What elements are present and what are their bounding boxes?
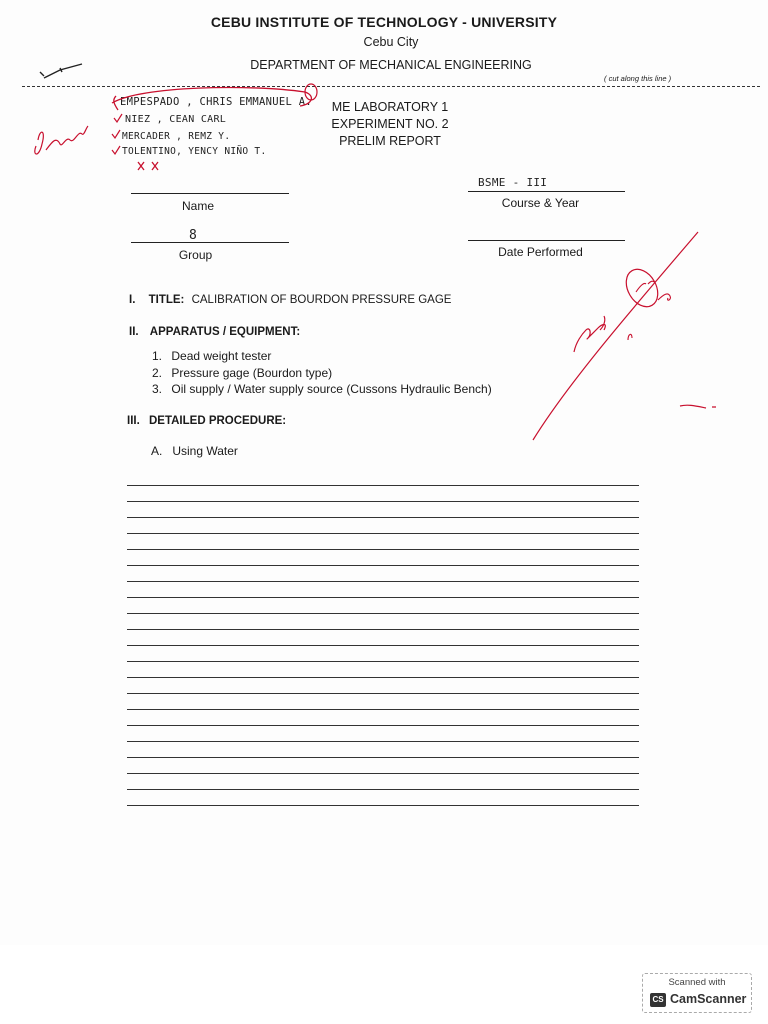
ruled-line (127, 757, 639, 758)
handwritten-name-1: EMPESPADO , CHRIS EMMANUEL A. (120, 96, 313, 108)
cut-note: ( cut along this line ) (604, 74, 672, 83)
scanned-with-text: Scanned with (668, 977, 726, 988)
ruled-line (127, 693, 639, 694)
ruled-line (127, 709, 639, 710)
name-label: Name (181, 199, 214, 213)
name-line (131, 193, 289, 194)
section-apparatus-number: II. (129, 326, 139, 338)
camscanner-name: CamScanner (670, 992, 747, 1006)
apparatus-item-number: 1. (152, 349, 163, 363)
apparatus-item-number: 2. (152, 366, 163, 380)
group-label: Group (178, 248, 213, 262)
apparatus-item-text: Dead weight tester (171, 349, 272, 363)
section-procedure-number: III. (127, 415, 140, 427)
report-type: PRELIM REPORT (339, 134, 441, 148)
ruled-line (127, 549, 639, 550)
ruled-line (127, 597, 639, 598)
section-title-label: TITLE: (148, 294, 185, 306)
ruled-line (127, 661, 639, 662)
date-line (468, 240, 625, 241)
handwritten-name-3: MERCADER , REMZ Y. (122, 131, 231, 142)
course-line (468, 191, 625, 192)
ruled-line (127, 501, 639, 502)
handwritten-course-year: BSME - III (478, 176, 548, 189)
section-title-number: I. (129, 294, 136, 306)
course-label: Course & Year (501, 196, 580, 210)
apparatus-item (152, 349, 271, 363)
apparatus-item-number: 3. (152, 382, 163, 396)
ruled-line (127, 613, 639, 614)
camscanner-logo-icon: CS (650, 993, 666, 1007)
ruled-line (127, 517, 639, 518)
ruled-line (127, 805, 639, 806)
apparatus-item (152, 382, 492, 396)
handwritten-group: 8 (189, 228, 198, 243)
section-apparatus-heading (129, 326, 300, 338)
ruled-line (127, 581, 639, 582)
section-procedure-label: DETAILED PROCEDURE: (148, 415, 287, 427)
ruled-line (127, 677, 639, 678)
apparatus-item-text: Oil supply / Water supply source (Cussons Hydraulic Bench) (171, 382, 492, 396)
handwritten-name-4: TOLENTINO, YENCY NIÑO T. (122, 146, 267, 157)
ruled-line (127, 485, 639, 486)
procedure-subsection-a: A. Using Water (151, 444, 238, 458)
section-title-heading (129, 294, 451, 306)
ruled-line (127, 629, 639, 630)
ruled-line (127, 645, 639, 646)
lab-title: ME LABORATORY 1 (331, 100, 449, 114)
ruled-line (127, 789, 639, 790)
ruled-line (127, 773, 639, 774)
institution-name: CEBU INSTITUTE OF TECHNOLOGY - UNIVERSITY (210, 14, 558, 30)
apparatus-item (152, 366, 332, 380)
date-label: Date Performed (498, 245, 583, 259)
group-line (131, 242, 289, 243)
department-name: DEPARTMENT OF MECHANICAL ENGINEERING (250, 58, 532, 72)
city-name: Cebu City (363, 35, 419, 49)
ruled-line (127, 725, 639, 726)
camscanner-watermark (642, 973, 752, 1013)
section-apparatus-label: APPARATUS / EQUIPMENT: (149, 326, 301, 338)
handwritten-name-2: NIEZ , CEAN CARL (125, 114, 227, 125)
apparatus-item-text: Pressure gage (Bourdon type) (171, 366, 333, 380)
experiment-number: EXPERIMENT NO. 2 (331, 117, 449, 131)
experiment-title: CALIBRATION OF BOURDON PRESSURE GAGE (191, 294, 452, 306)
ruled-line (127, 533, 639, 534)
section-procedure-heading (127, 415, 286, 427)
ruled-line (127, 741, 639, 742)
ruled-line (127, 565, 639, 566)
